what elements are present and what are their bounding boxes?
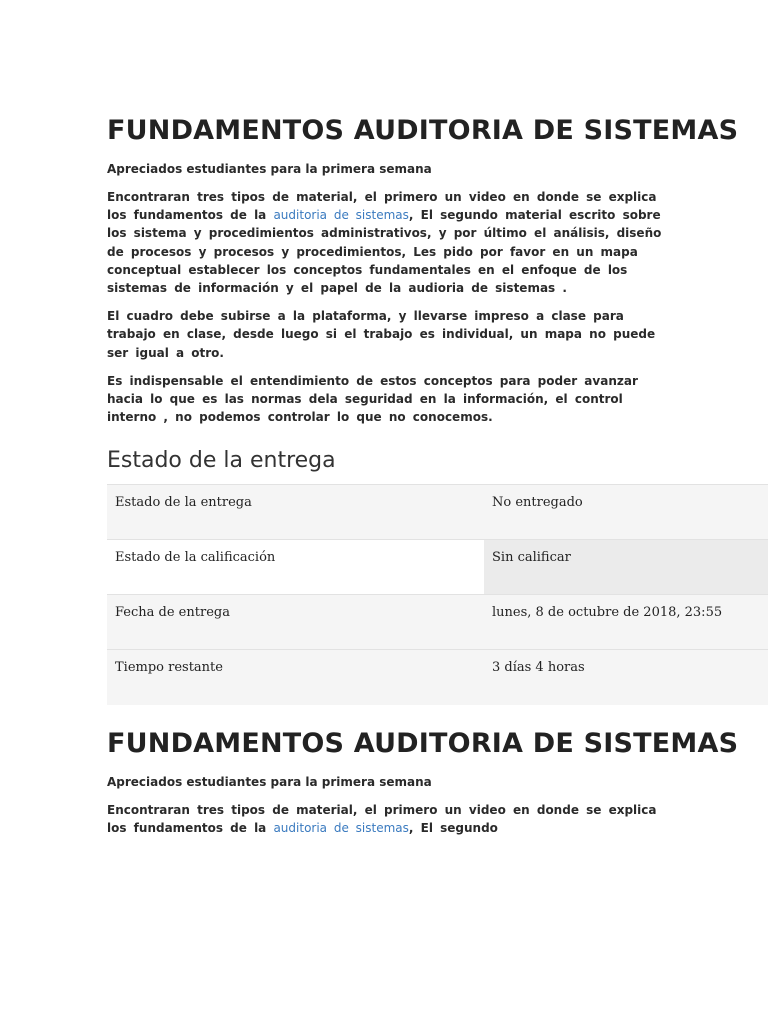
table-row <box>107 485 768 540</box>
importance-paragraph: Es indispensable el entendimiento de estos conceptos para poder avanzar hacia lo que es las normas dela seguridad en la información, el control interno , no podemos controlar lo que no conocemos. <box>107 373 638 425</box>
intro-paragraph <box>107 188 662 297</box>
table-row <box>107 650 768 705</box>
greeting-text-repeat: Apreciados estudiantes para la primera semana <box>107 774 432 789</box>
time-remaining-value: 3 días 4 horas <box>484 650 768 705</box>
repeated-section <box>107 725 768 837</box>
grading-label: Estado de la calificación <box>107 540 484 595</box>
intro-text-start: Encontraran tres tipos de material, el primero un video en donde se explica los fundamentos de la <box>107 190 657 223</box>
auditoria-link[interactable]: auditoria de sistemas <box>273 208 409 223</box>
due-date-value: lunes, 8 de octubre de 2018, 23:55 <box>484 595 768 650</box>
intro-text-end: , El segundo <box>408 821 498 836</box>
status-label: Estado de la entrega <box>107 485 484 540</box>
page-title-repeat: FUNDAMENTOS AUDITORIA DE SISTEMAS <box>107 727 739 759</box>
table-row <box>107 540 768 595</box>
main-content <box>107 112 768 847</box>
grading-value: Sin calificar <box>484 540 768 595</box>
auditoria-link[interactable]: auditoria de sistemas <box>273 821 409 836</box>
instructions-paragraph: El cuadro debe subirse a la plataforma, y llevarse impreso a clase para trabajo en clase, desde luego si el trabajo es individual, un mapa no puede ser igual a otro. <box>107 309 656 360</box>
due-date-label: Fecha de entrega <box>107 595 484 650</box>
submission-status-table <box>107 484 768 705</box>
status-value: No entregado <box>484 485 768 540</box>
greeting-text: Apreciados estudiantes para la primera semana <box>107 162 432 176</box>
submission-status-heading: Estado de la entrega <box>107 448 336 474</box>
table-row <box>107 595 768 650</box>
intro-text-end: , El segundo material escrito sobre los sistema y procedimientos administrativos, y por último el análisis, diseño de procesos y procesos y procedimientos, Les pido por favor en un mapa conceptual establecer los conceptos fundamentales en el enfoque de los sistemas de información y el papel de la audioria de sistemas . <box>107 208 662 296</box>
page-title: FUNDAMENTOS AUDITORIA DE SISTEMAS <box>107 115 739 146</box>
intro-text-start: Encontraran tres tipos de material, el primero un video en donde se explica los fundamentos de la <box>107 802 657 836</box>
intro-paragraph-repeat <box>107 801 662 837</box>
time-remaining-label: Tiempo restante <box>107 650 484 705</box>
